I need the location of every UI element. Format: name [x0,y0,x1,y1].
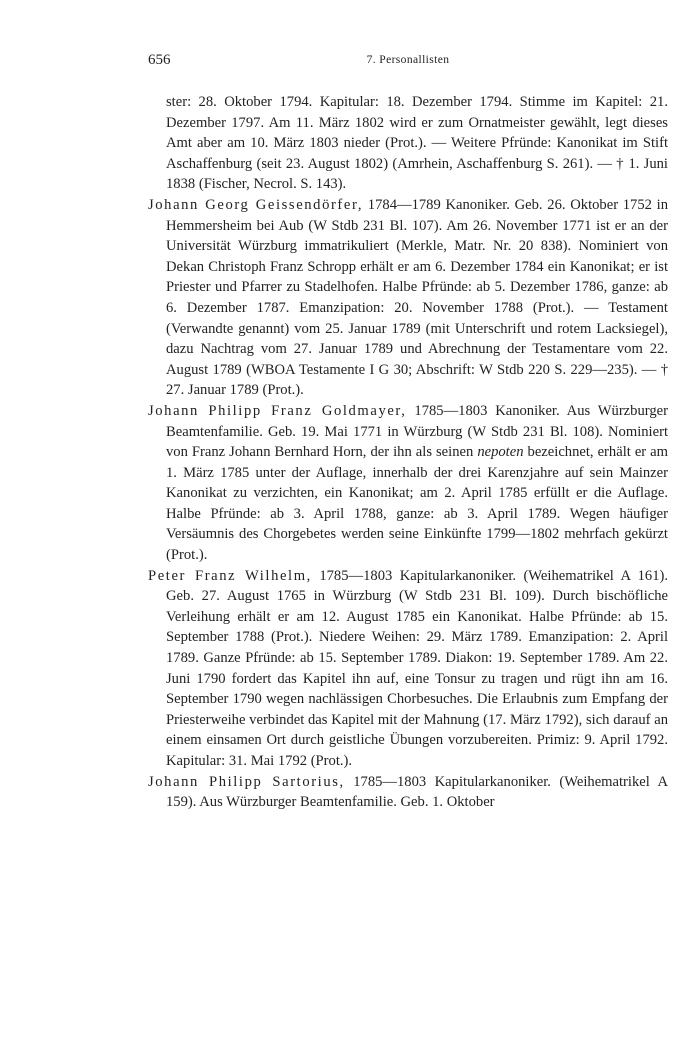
entry-text-cont: bezeichnet, erhält er am 1. März 1785 unter der Auflage, innerhalb der drei Karenzjahre auf sein Mainzer Kanonikat zu verzichten, ein Kanonikat; am 2. April 1785 erfüllt er die Auflage. Halbe Pfründe: ab 3. April 1788, ganze: ab 3. April 1789. Wegen häufiger Versäumnis des Chorgebetes werden seine Einkünfte 1799—1802 mehrfach gekürzt (Prot.). [166,444,668,564]
running-head: 7. Personallisten [366,54,450,66]
entry-wilhelm [148,566,668,772]
entry-goldmayer [148,401,668,566]
entry-continuation [148,92,668,195]
italic-term: nepoten [477,444,524,461]
page-number: 656 [148,52,171,68]
page-header [148,52,668,72]
person-name: Johann Philipp Franz Goldmayer, [148,402,407,419]
person-name: Peter Franz Wilhelm, [148,567,312,584]
person-name: Johann Georg Geissendörfer, [148,196,364,213]
entry-sartorius [148,772,668,813]
entry-text: ster: 28. Oktober 1794. Kapitular: 18. Dezember 1794. Stimme im Kapitel: 21. Dezember 1797. Am 11. März 1802 wird er zum Ornatmeister gewählt, legt dieses Amt aber am 10. März 1803 nieder (Prot.). — Weitere Pfründe: Kanonikat im Stift Aschaffenburg (seit 23. August 1802) (Amrhein, Aschaffenburg S. 261). — † 1. Juni 1838 (Fischer, Necrol. S. 143). [166,94,668,193]
body-text [148,92,668,813]
person-name: Johann Philipp Sartorius, [148,773,345,790]
entry-text: 1785—1803 Kapitularkanoniker. (Weihematrikel A 159). Aus Würzburger Beamtenfamilie. Geb. 1. Oktober [166,773,668,811]
entry-text: 1784—1789 Kanoniker. Geb. 26. Oktober 1752 in Hemmersheim bei Aub (W Stdb 231 Bl. 107). Am 26. November 1771 ist er an der Universität Würzburg immatrikuliert (Merkle, Matr. Nr. 20 838). Nominiert von Dekan Christoph Franz Schropp erhält er am 6. Dezember 1784 ein Kanonikat; er ist Priester und Pfarrer zu Stadelhofen. Halbe Pfründe: ab 5. Dezember 1786, ganze: ab 6. Dezember 1787. Emanzipation: 20. November 1788 (Prot.). — Testament (Verwandte genannt) vom 25. Januar 1789 (mit Unterschrift und rotem Lacksiegel), dazu Nachtrag vom 27. Januar 1789 und Abrechnung der Testamentare vom 22. August 1789 (WBOA Testamente I G 30; Abschrift: W Stdb 220 S. 229—235). — † 27. Januar 1789 (Prot.). [166,196,669,399]
entry-text: 1785—1803 Kanoniker. Aus Würzburger Beamtenfamilie. Geb. 19. Mai 1771 in Würzburg (W Stdb 231 Bl. 108). Nominiert von Franz Johann Bernhard Horn, der ihn als seinen [166,402,668,461]
entry-geissendoerfer [148,195,668,401]
entry-text: 1785—1803 Kapitularkanoniker. (Weihematrikel A 161). Geb. 27. August 1765 in Würzburg (W Stdb 231 Bl. 109). Durch bischöfliche Verleihung erhält er am 12. August 1785 ein Kanonikat. Halbe Pfründe: ab 15. September 1788 (Prot.). Niedere Weihen: 29. März 1789. Emanzipation: 2. April 1789. Ganze Pfründe: ab 15. September 1789. Diakon: 19. September 1789. Am 22. Juni 1790 fordert das Kapitel ihn auf, eine Tonsur zu tragen und rügt ihn am 16. September 1790 wegen nachlässigen Chorbesuches. Die Erlaubnis zum Empfang der Priesterweihe verbindet das Kapitel mit der Mahnung (17. März 1792), sich darauf an einem einsamen Ort durch geistliche Übungen vorzubereiten. Primiz: 9. April 1792. Kapitular: 31. Mai 1792 (Prot.). [166,567,669,769]
